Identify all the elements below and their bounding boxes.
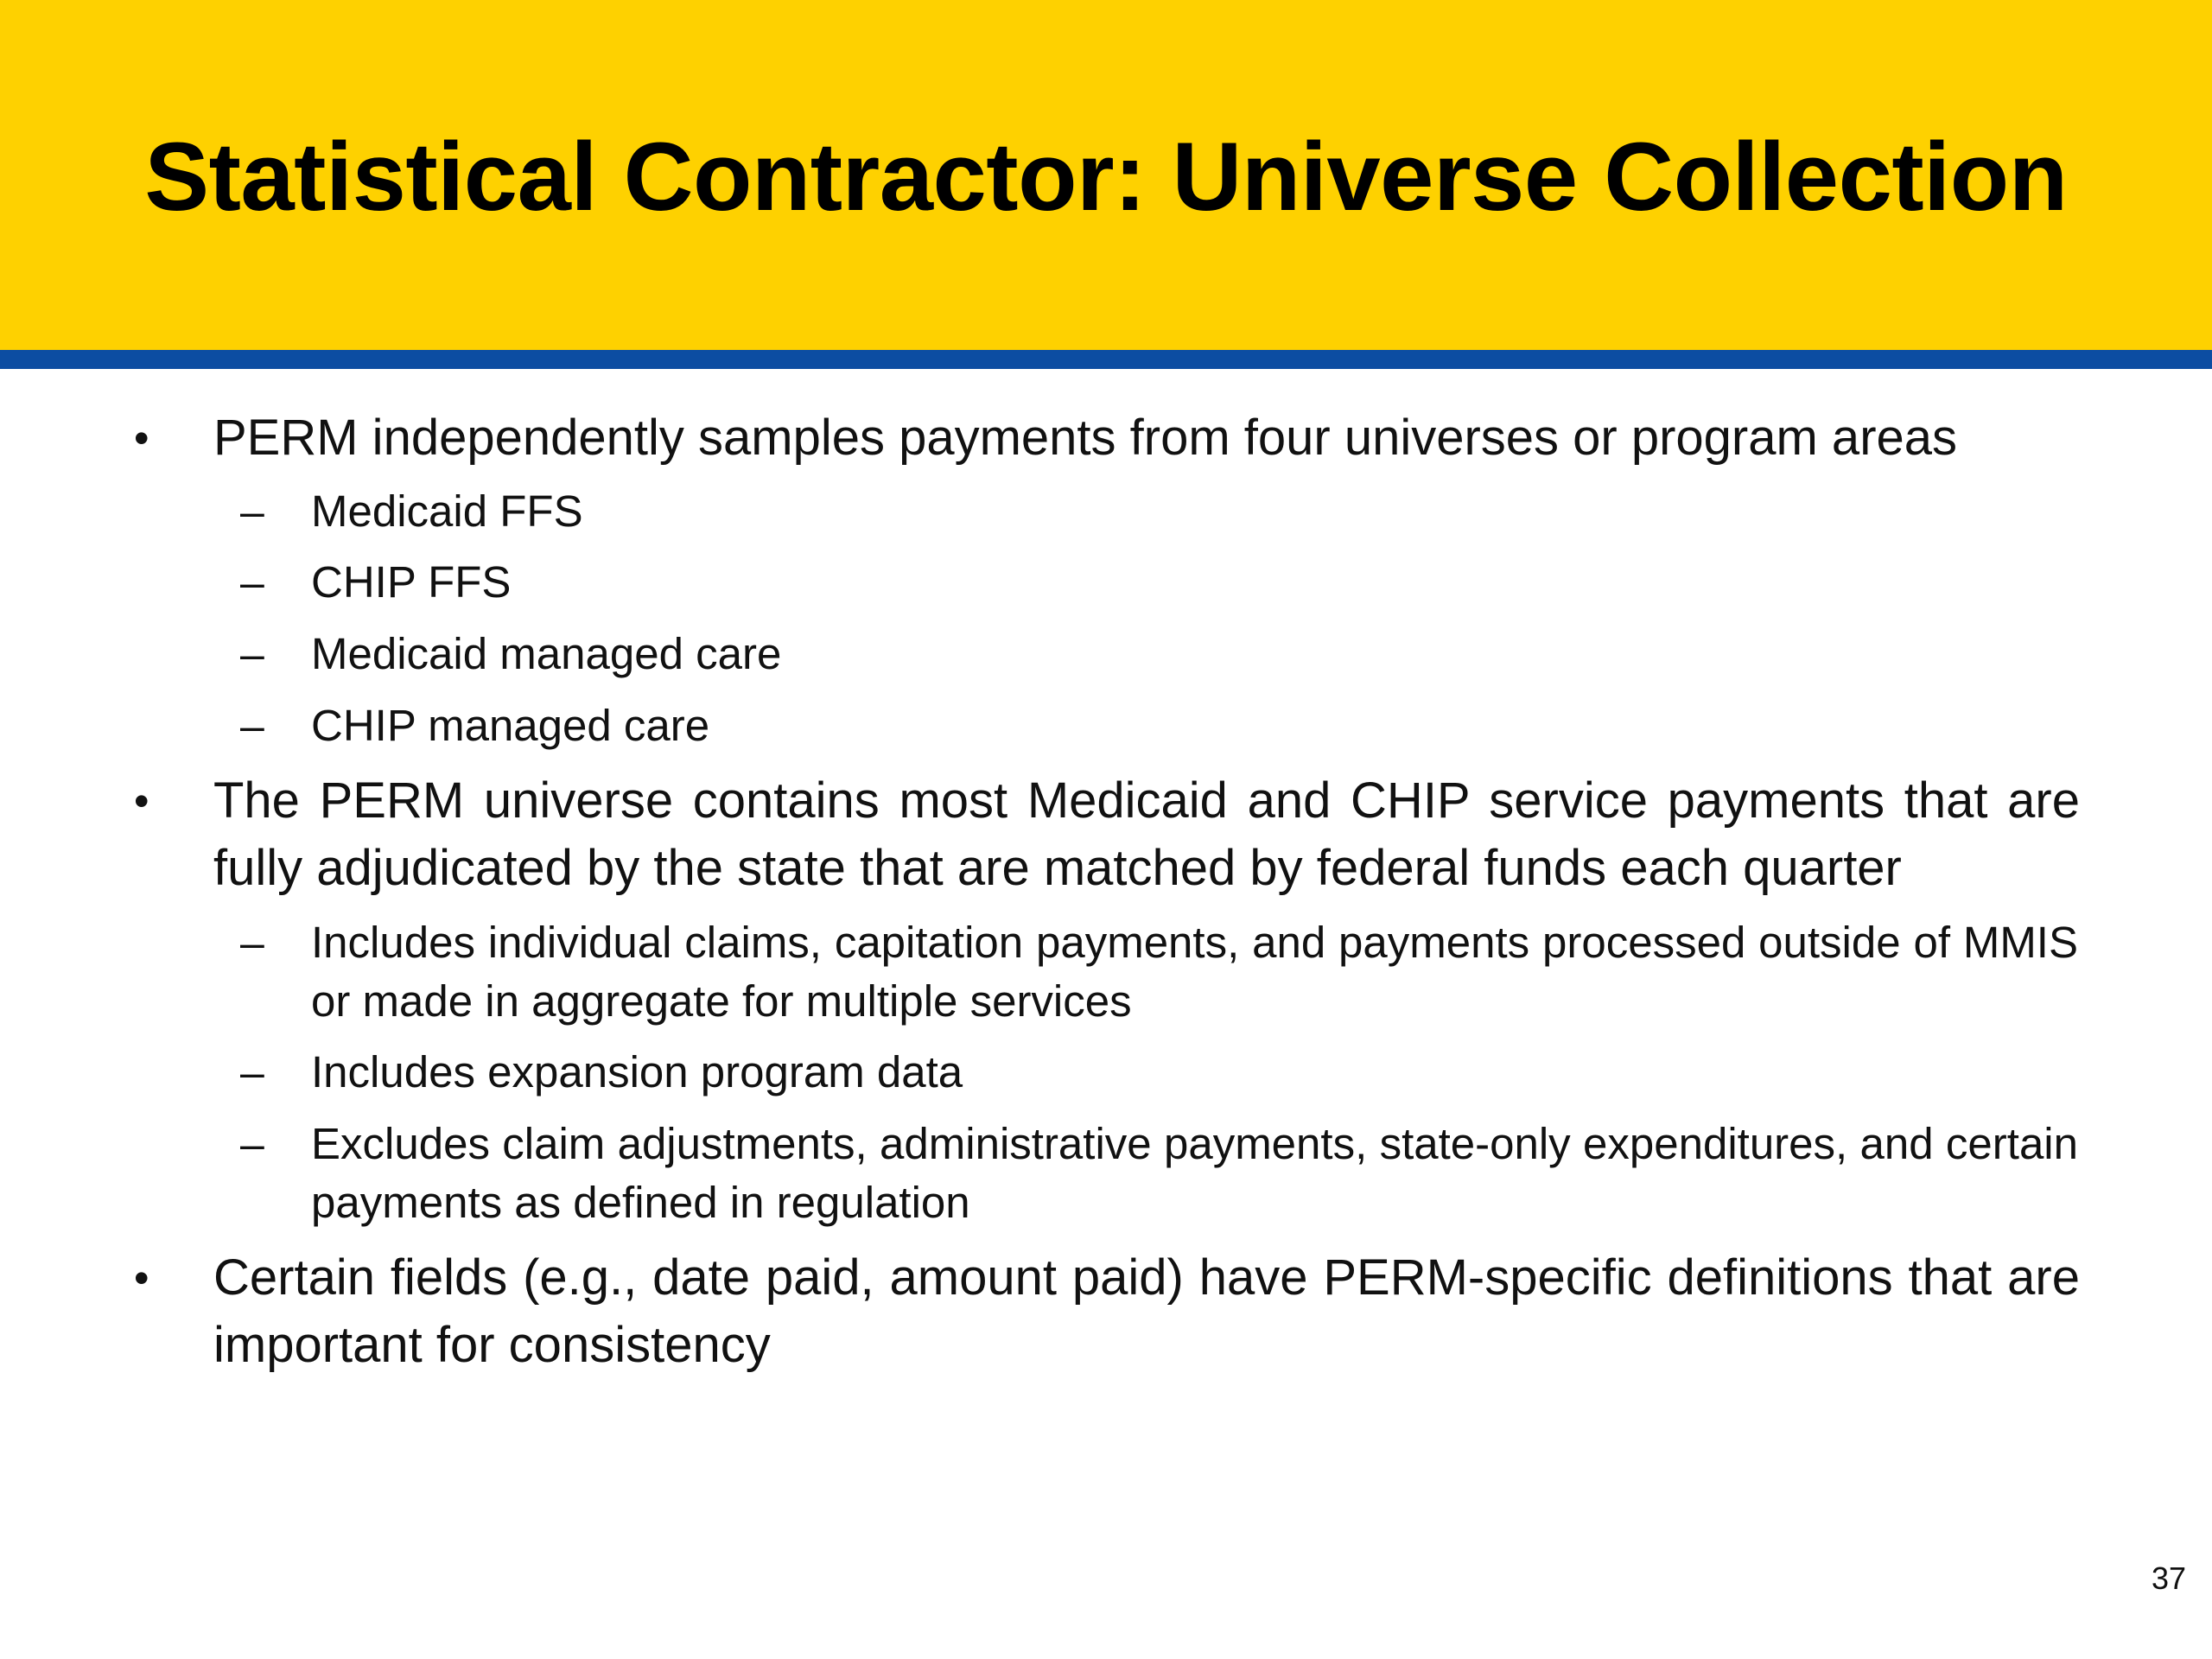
sub-bullet-marker: – (240, 1048, 264, 1096)
sub-bullet-text: Medicaid FFS (311, 486, 583, 536)
bullet-marker: • (134, 1254, 149, 1302)
sub-bullet-text: Medicaid managed care (311, 629, 782, 678)
bullet-marker: • (134, 414, 149, 462)
sub-bullet-text: Excludes claim adjustments, administrative payments, state-only expenditures, and certain payments as defined in regulation (311, 1119, 2078, 1227)
sub-bullet-marker: – (240, 630, 264, 678)
sub-bullet-marker: – (240, 558, 264, 607)
slide-title: Statistical Contractor: Universe Collection (144, 123, 2068, 231)
sub-bullet-text: Includes expansion program data (311, 1047, 963, 1096)
bullet-text-1: PERM independently samples payments from four universes or program areas (213, 410, 1958, 466)
bullet-text-2: The PERM universe contains most Medicaid and CHIP service payments that are fully adjudicated by the state that are matched by federal funds each quarter (213, 772, 2080, 896)
sub-bullet-marker: – (240, 487, 264, 536)
page-number: 37 (2151, 1560, 2186, 1596)
sub-bullet-text: Includes individual claims, capitation payments, and payments processed outside of MMIS or made in aggregate for multiple services (311, 918, 2078, 1026)
bullet-text-3: Certain fields (e.g., date paid, amount paid) have PERM-specific definitions that are important for consistency (213, 1249, 2080, 1373)
sub-bullet-marker: – (240, 1120, 264, 1168)
bullet-marker: • (134, 777, 149, 825)
sub-bullet-text: CHIP managed care (311, 701, 710, 750)
sub-bullet-marker: – (240, 702, 264, 750)
sub-bullet-marker: – (240, 918, 264, 967)
sub-bullet-text: CHIP FFS (311, 557, 512, 607)
